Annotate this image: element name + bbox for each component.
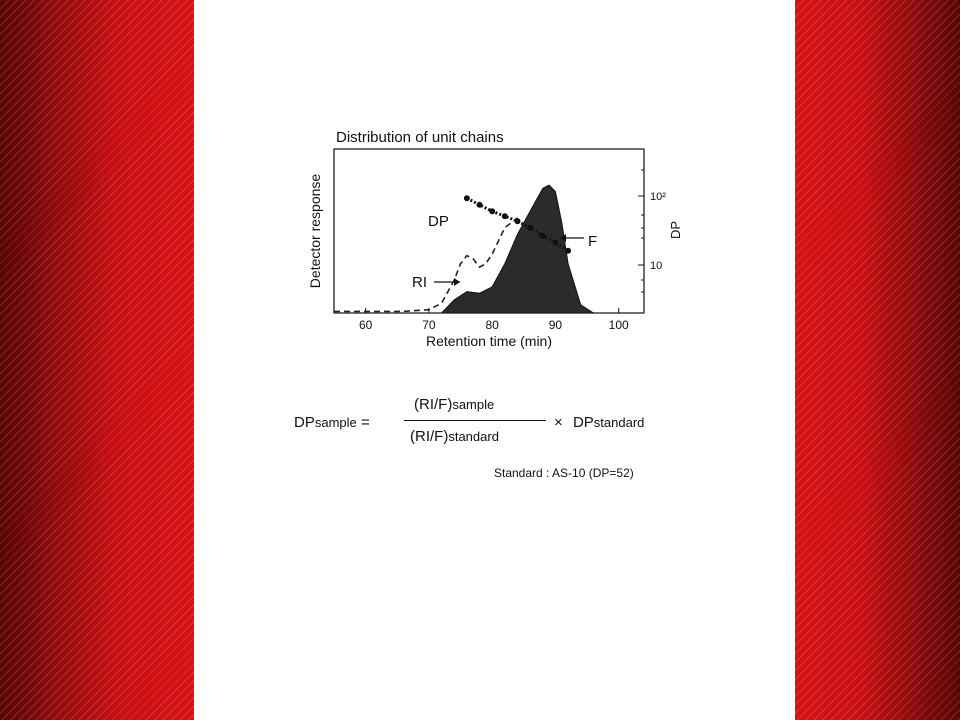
left-decorative-band — [0, 0, 194, 720]
formula-lhs-main: DP — [294, 414, 315, 431]
series-f-area — [442, 185, 594, 313]
x-tick-label-60: 60 — [358, 318, 373, 332]
x-tick-label-80: 80 — [485, 318, 499, 332]
x-axis-label: Retention time (min) — [425, 333, 553, 349]
formula-fraction-bar — [404, 420, 546, 421]
formula-times: × — [554, 414, 563, 431]
formula-num-sub: sample — [452, 397, 495, 412]
x-tick-label-70: 70 — [422, 318, 436, 332]
formula-denominator — [410, 428, 499, 445]
x-tick-label-90: 90 — [548, 318, 563, 332]
annotation-ri-arrowhead — [454, 278, 460, 286]
formula-rhs-sub: standard — [593, 415, 645, 430]
formula-numerator — [414, 396, 494, 413]
right-decorative-band — [795, 0, 960, 720]
formula-equals: = — [360, 414, 370, 431]
formula-lhs-sub: sample — [314, 415, 357, 430]
formula-den-sub: standard — [448, 429, 499, 444]
y2-tick-label-1: 10 — [650, 260, 663, 272]
chart-figure — [194, 0, 795, 720]
formula-num-main: (RI/F) — [414, 396, 453, 413]
y2-tick-label-0: 10² — [650, 191, 666, 203]
chart-title: Distribution of unit chains — [336, 129, 504, 146]
annotation-f: F — [588, 233, 598, 250]
formula-rhs-main: DP — [572, 414, 594, 431]
annotation-ri: RI — [412, 274, 427, 291]
y-axis-label: Detector response — [307, 173, 323, 289]
formula-den-main: (RI/F) — [410, 428, 449, 445]
y2-axis-label: DP — [668, 220, 683, 240]
formula-lhs — [294, 414, 370, 431]
annotation-dp: DP — [428, 213, 449, 230]
standard-note: Standard : AS-10 (DP=52) — [494, 466, 634, 480]
slide-content — [194, 0, 795, 720]
x-tick-label-100: 100 — [608, 318, 629, 332]
formula-rhs — [554, 414, 644, 431]
